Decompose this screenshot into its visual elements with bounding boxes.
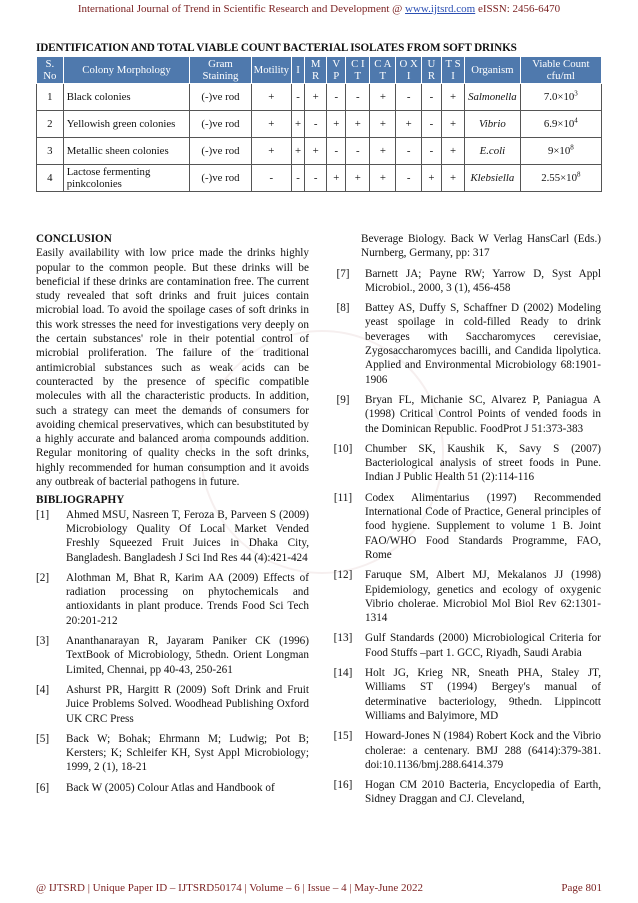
reference-number: [8] [336, 302, 350, 315]
count-base: 9×10 [547, 145, 571, 157]
reference-number: [9] [336, 393, 350, 406]
morphology-cell: Lactose fermenting pinkcolonies [63, 165, 190, 192]
test-result-cell: - [346, 138, 370, 165]
left-column [36, 232, 309, 801]
test-result-cell: - [305, 165, 327, 192]
serial-cell: 1 [37, 84, 64, 111]
reference-text: Battey AS, Duffy S, Schaffner D (2002) Modeling yeast spoilage in cold-filled Ready to drink beverages with Saccharomyces cerevisiae, Zygosaccharomyces bacilli, and Candida lipolytica. Applied and Environmental Microbiology 68:1901-1906 [365, 302, 601, 386]
gram-cell: (-)ve rod [190, 138, 251, 165]
reference-item [36, 634, 309, 677]
column-header: T S I [442, 57, 465, 84]
reference-number: [12] [333, 569, 353, 582]
reference-number: [15] [333, 730, 353, 743]
bibliography-heading: BIBLIOGRAPHY [36, 494, 125, 507]
footer-info: @ IJTSRD | Unique Paper ID – IJTSRD50174 | Volume – 6 | Issue – 4 | May-June 2022 [36, 882, 424, 894]
column-header: C I T [346, 57, 370, 84]
column-header: Motility [251, 57, 291, 84]
journal-url-link[interactable]: www.ijtsrd.com [405, 3, 476, 15]
table-row [37, 165, 602, 192]
test-result-cell: - [305, 111, 327, 138]
viable-count-cell [520, 111, 601, 138]
viable-count-cell [520, 138, 601, 165]
column-header: C A T [370, 57, 396, 84]
column-header: I [292, 57, 305, 84]
test-result-cell: - [421, 111, 441, 138]
reference-item [36, 781, 309, 795]
count-exponent: 3 [574, 89, 578, 98]
test-result-cell: + [251, 84, 291, 111]
reference-text: Howard-Jones N (1984) Robert Kock and the Vibrio cholerae: a centenary. BMJ 288 (6414):379-381. doi:10.1136/bmj.288.6414.379 [365, 730, 601, 771]
table-row [37, 84, 602, 111]
reference-number: [16] [333, 779, 353, 792]
column-header: U R [421, 57, 441, 84]
at-sign: @ [392, 3, 403, 15]
reference-item [36, 571, 309, 628]
reference-text: Chumber SK, Kaushik K, Savy S (2007) Bacteriological analysis of street foods in Pune. Indian J Public Health 51 (2):114-116 [365, 442, 601, 484]
column-header: S. No [37, 57, 64, 84]
morphology-cell: Black colonies [63, 84, 190, 111]
test-result-cell: - [346, 84, 370, 111]
reference-number: [7] [336, 267, 350, 280]
column-header: Viable Count cfu/ml [520, 57, 601, 84]
test-result-cell: + [442, 111, 465, 138]
test-result-cell: + [251, 111, 291, 138]
reference-item [325, 267, 601, 296]
reference-item [325, 393, 601, 436]
table-row [37, 138, 602, 165]
serial-cell: 4 [37, 165, 64, 192]
reference-item [325, 729, 601, 772]
test-result-cell: - [251, 165, 291, 192]
reference-number: [14] [333, 667, 353, 680]
reference-item [325, 442, 601, 485]
reference-number: [10] [333, 442, 353, 455]
test-result-cell: + [346, 111, 370, 138]
column-header: V P [327, 57, 346, 84]
right-column [325, 232, 601, 813]
right-reference-list [325, 267, 601, 807]
organism-cell: Klebsiella [465, 165, 521, 192]
reference-item [36, 683, 309, 726]
reference-item [325, 301, 601, 387]
reference-number: [13] [333, 632, 353, 645]
column-header: M R [305, 57, 327, 84]
count-base: 7.0×10 [543, 91, 575, 103]
reference-text: Holt JG, Krieg NR, Sneath PHA, Staley JT, Williams ST (1994) Bergey's manual of determinative bacteriology, 9thedn. Lippincott Williams and Balyimore, MD [365, 667, 601, 722]
count-base: 6.9×10 [543, 118, 575, 130]
column-header: O X I [396, 57, 421, 84]
reference-number: [6] [36, 781, 50, 794]
table-body [37, 84, 602, 192]
serial-cell: 2 [37, 111, 64, 138]
conclusion-text: Easily availability with low price made the drinks highly popular to the common people. But these drinks will be beneficial if these drinks are contamination free. The current study revealed that soft drinks and fruit juices contain microbial load. To avoid the spoilage cases of soft drinks in this work stresses the need for investigations very deeply on the certain substances' role in their potential control of microbial proliferation. The failure of the traditional antimicrobial substances such as weak acids can be counteracted by the presence of specific compatible molecules with all the characteristic products. In addition, such a strategy can meet the demands of consumers for avoiding chemical preservatives, which can besubstituted by a highly accurate and balanced aroma compounds addition. Regular monitoring of quality checks in the soft drinks, highly recommended for human consumption and it avoids any outbreak of bacterial pathogens in future. [36, 247, 309, 489]
left-reference-list [36, 508, 309, 795]
reference-text: Codex Alimentarius (1997) Recommended International Code of Practice, General principles of food hygiene. Supplement to volume 1 B. Joint FAO/WHO Food Standards Programme, FAO, Rome [365, 491, 601, 561]
reference-text: Back W (2005) Colour Atlas and Handbook of [66, 781, 275, 794]
reference-text: Ahmed MSU, Nasreen T, Feroza B, Parveen S (2009) Microbiology Quality Of Local Market Vended Freshly Squeezed Fruit Juices in Dhaka City, Bangladesh. Bangladesh J Sci Ind Res 44 (4):421-424 [66, 508, 309, 564]
gram-cell: (-)ve rod [190, 84, 251, 111]
test-result-cell: + [305, 84, 327, 111]
reference-text: Back W; Bohak; Ehrmann M; Ludwig; Pot B; Kersters; K; Schleifer KH, Syst Appl Microbiology; 1999, 2 (1), 18-21 [66, 732, 309, 774]
viable-count-cell [520, 165, 601, 192]
test-result-cell: - [292, 165, 305, 192]
column-header: Colony Morphology [63, 57, 190, 84]
morphology-cell: Yellowish green colonies [63, 111, 190, 138]
test-result-cell: - [396, 84, 421, 111]
running-header [0, 3, 638, 15]
test-result-cell: + [370, 165, 396, 192]
conclusion-heading: CONCLUSION [36, 233, 112, 245]
test-result-cell: + [305, 138, 327, 165]
test-result-cell: - [327, 84, 346, 111]
organism-cell: Salmonella [465, 84, 521, 111]
count-exponent: 4 [574, 116, 578, 125]
journal-name: International Journal of Trend in Scientific Research and Development [77, 3, 390, 15]
test-result-cell: + [370, 138, 396, 165]
reference-text: Barnett JA; Payne RW; Yarrow D, Syst Appl Microbiol., 2000, 3 (1), 456-458 [365, 267, 601, 294]
count-exponent: 8 [570, 143, 574, 152]
test-result-cell: + [442, 84, 465, 111]
organism-cell: E.coli [465, 138, 521, 165]
viable-count-cell [520, 84, 601, 111]
reference-number: [4] [36, 683, 50, 696]
reference-text: Alothman M, Bhat R, Karim AA (2009) Effects of radiation processing on phytochemicals and antioxidants in plant produce. Trends Food Sci Tech 20:201-212 [66, 571, 309, 627]
reference-number: [2] [36, 571, 50, 584]
table-header-row [37, 57, 602, 84]
test-result-cell: - [421, 84, 441, 111]
organism-cell: Vibrio [465, 111, 521, 138]
page-footer [36, 882, 602, 894]
test-result-cell: + [327, 111, 346, 138]
reference-number: [1] [36, 508, 50, 521]
test-result-cell: + [370, 84, 396, 111]
gram-cell: (-)ve rod [190, 111, 251, 138]
test-result-cell: + [346, 165, 370, 192]
test-result-cell: + [396, 111, 421, 138]
morphology-cell: Metallic sheen colonies [63, 138, 190, 165]
reference-item [325, 666, 601, 723]
serial-cell: 3 [37, 138, 64, 165]
reference-number: [3] [36, 635, 50, 648]
reference-item [325, 631, 601, 660]
reference-text: Ashurst PR, Hargitt R (2009) Soft Drink and Fruit Juice Problems Solved. Woodhead Publishing Oxford UK CRC Press [66, 683, 309, 725]
column-header: Organism [465, 57, 521, 84]
test-result-cell: - [396, 138, 421, 165]
gram-cell: (-)ve rod [190, 165, 251, 192]
test-result-cell: + [251, 138, 291, 165]
reference-item [36, 508, 309, 565]
page-number: Page 801 [561, 882, 602, 894]
reference-text: Bryan FL, Michanie SC, Alvarez P, Paniagua A (1998) Critical Control Points of vended foods in the Dominican Republic. FoodProt J 51:373-383 [365, 393, 601, 435]
reference-text: Gulf Standards (2000) Microbiological Criteria for Food Stuffs –part 1. GCC, Riyadh, Saudi Arabia [365, 632, 601, 659]
reference-item [325, 491, 601, 562]
reference-item [325, 568, 601, 625]
reference-number: [11] [333, 491, 353, 504]
reference-item [36, 732, 309, 775]
test-result-cell: - [327, 138, 346, 165]
reference-text: Faruque SM, Albert MJ, Mekalanos JJ (1998) Epidemiology, genetics and ecology of oxygenic Vibrio cholerae. Microbiol Mol Biol Rev 62:1301-1314 [365, 569, 601, 625]
eissn: eISSN: 2456-6470 [477, 3, 561, 15]
results-table [36, 56, 602, 192]
count-base: 2.55×10 [541, 172, 577, 184]
test-result-cell: + [292, 111, 305, 138]
count-exponent: 8 [576, 170, 581, 179]
reference-number: [5] [36, 732, 50, 745]
reference-item [325, 778, 601, 807]
reference-text: Hogan CM 2010 Bacteria, Encyclopedia of Earth, Sidney Draggan and CJ. Cleveland, [365, 779, 601, 806]
test-result-cell: + [421, 165, 441, 192]
table-title: IDENTIFICATION AND TOTAL VIABLE COUNT BACTERIAL ISOLATES FROM SOFT DRINKS [36, 42, 517, 54]
column-header: Gram Staining [190, 57, 251, 84]
table-row [37, 111, 602, 138]
test-result-cell: + [442, 165, 465, 192]
test-result-cell: + [442, 138, 465, 165]
reference-continuation: Beverage Biology. Back W Verlag HansCarl (Eds.) Nurnberg, Germany, pp: 317 [361, 233, 601, 260]
test-result-cell: - [292, 84, 305, 111]
test-result-cell: + [292, 138, 305, 165]
test-result-cell: + [327, 165, 346, 192]
test-result-cell: - [396, 165, 421, 192]
test-result-cell: - [421, 138, 441, 165]
reference-text: Ananthanarayan R, Jayaram Paniker CK (1996) TextBook of Microbiology, 5thedn. Orient Longman Limited, Chennai, pp 40-43, 250-261 [66, 635, 309, 676]
test-result-cell: + [370, 111, 396, 138]
